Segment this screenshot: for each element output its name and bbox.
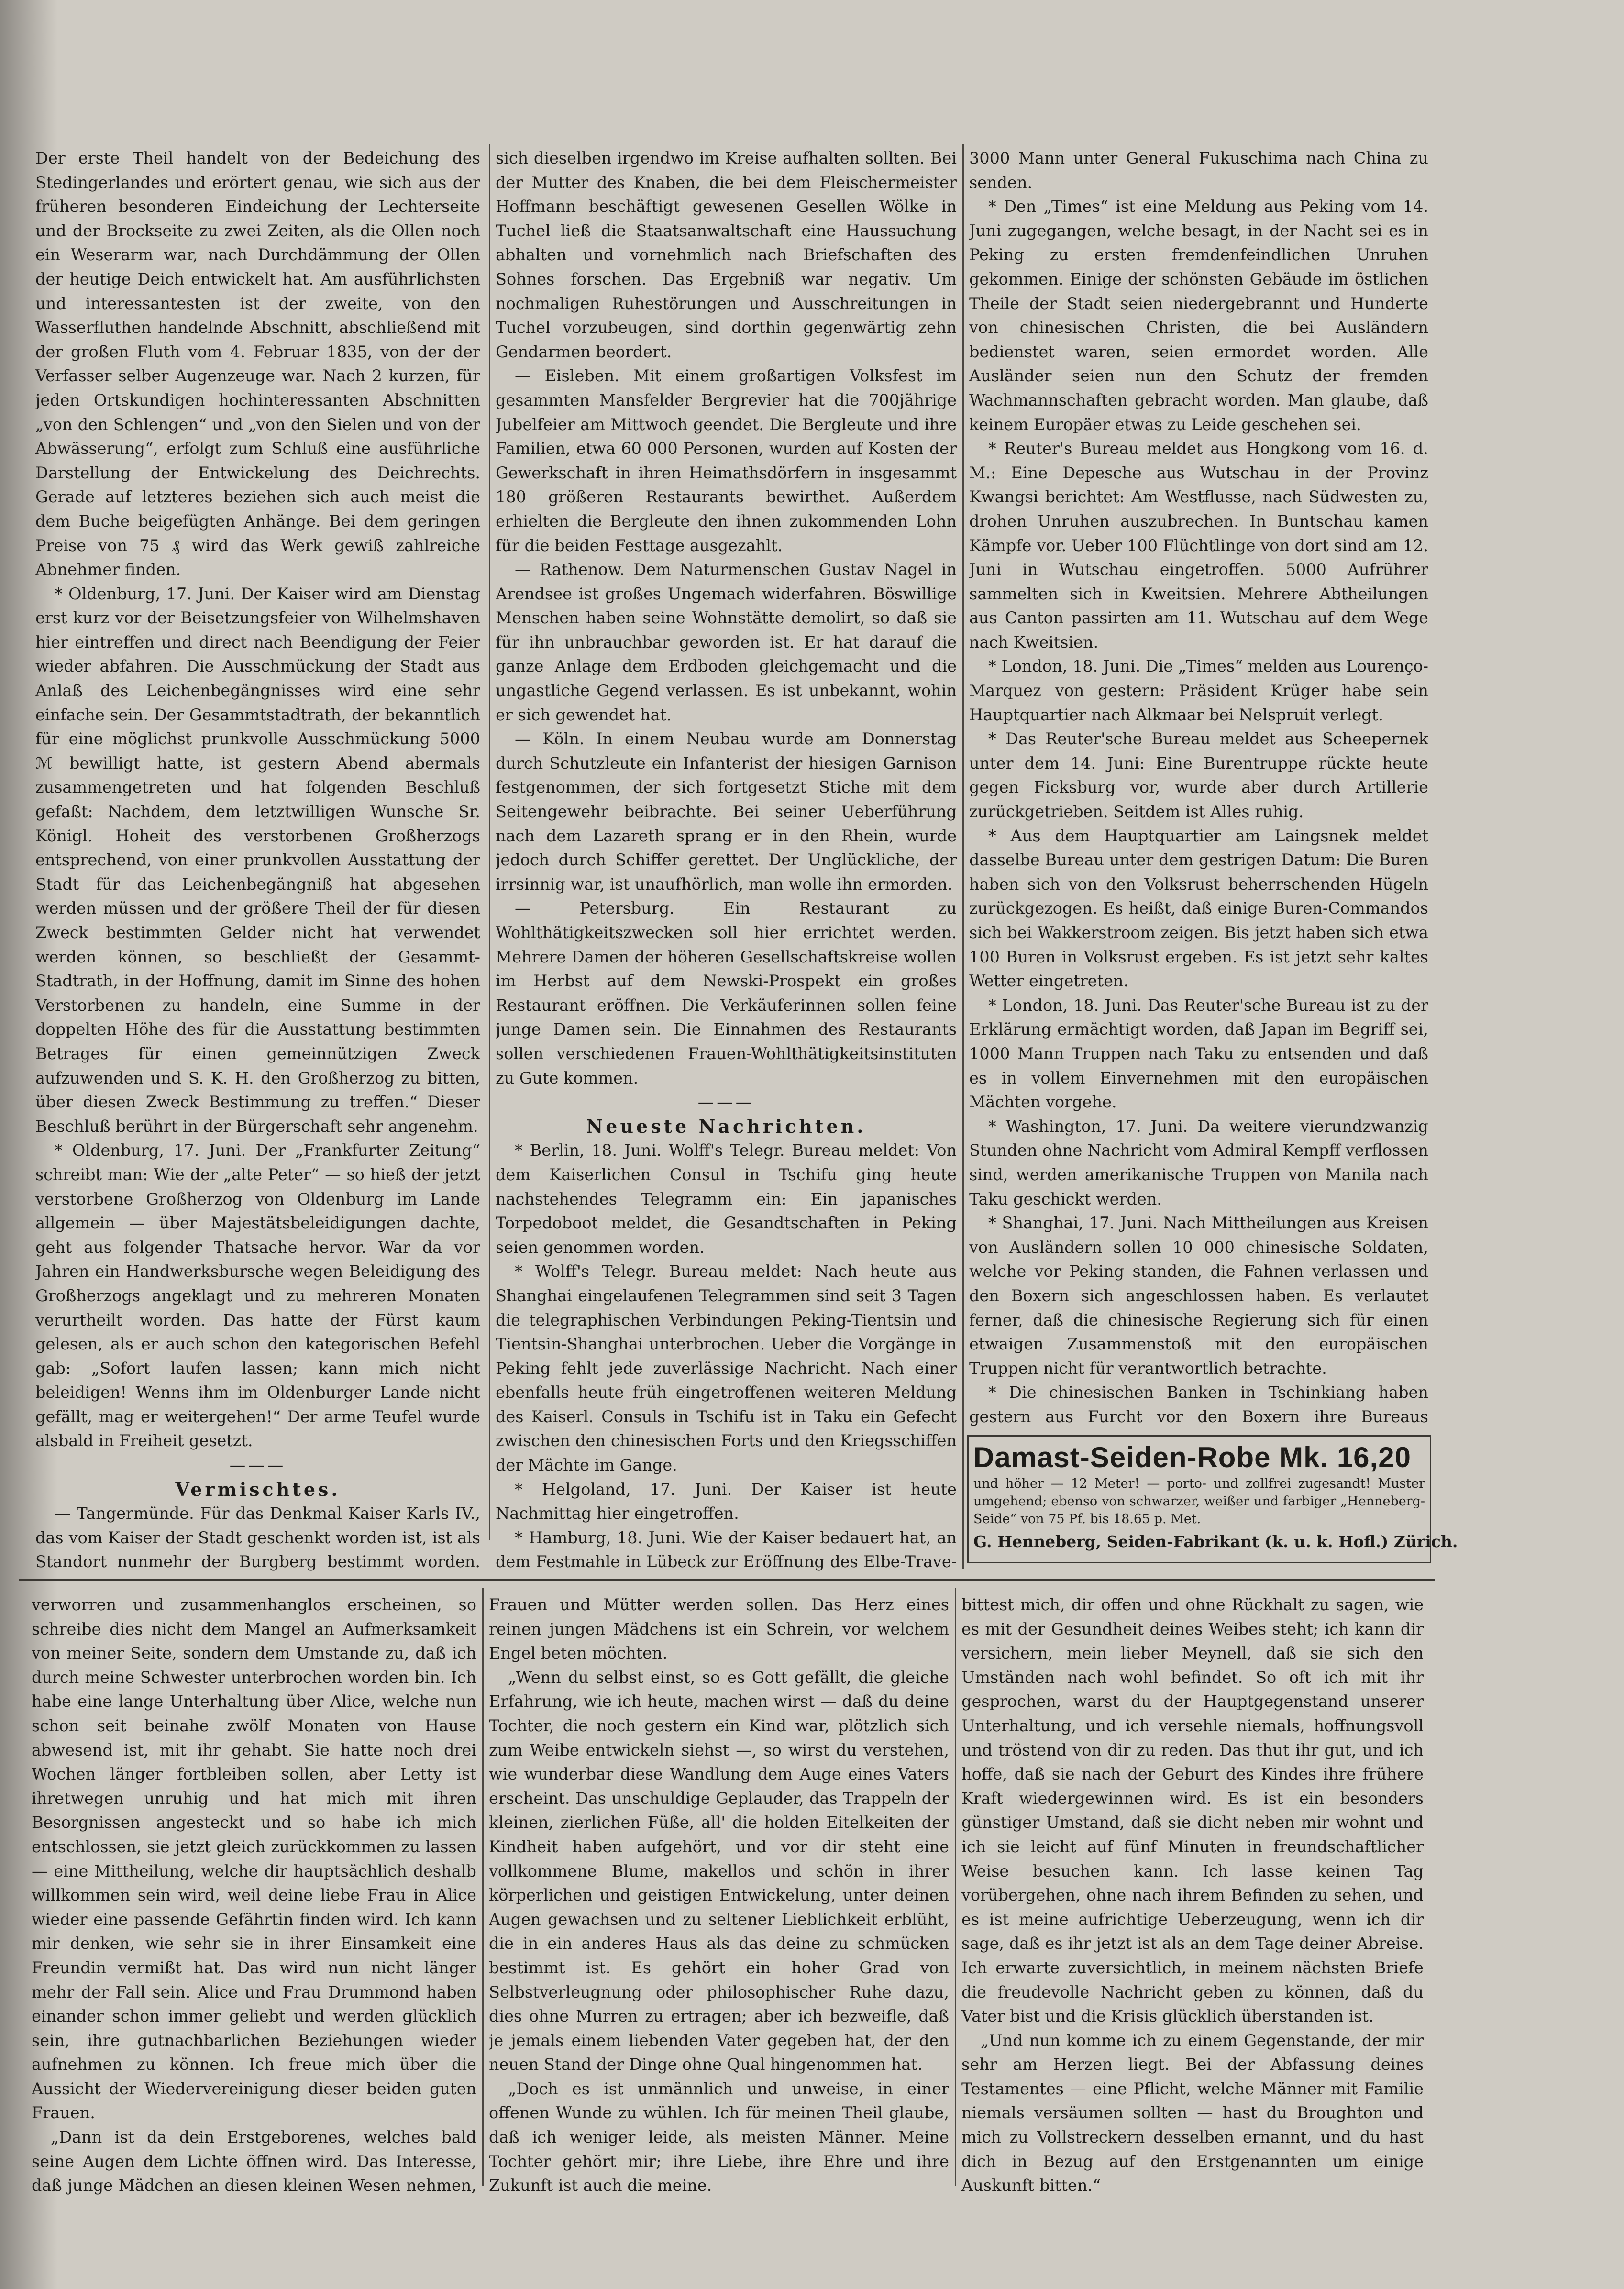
- feuilleton-part-5: „Doch es ist unmännlich und unweise, in einer offenen Wunde zu wühlen. Ich für meinen Theil glaube, daß ich weniger leide, als meisten Männer. Meine Tochter gehört mir; ihre Liebe, ihre Ehre und ihre Zukunft ist auch die meine.: [489, 2079, 949, 2195]
- article-tangermuende: — Tangermünde. Für das Denkmal Kaiser Karls IV., das vom Kaiser der Stadt geschenkt worden ist, ist als Standort nunmehr der Burgberg bestimmt worden.: [35, 1504, 480, 1571]
- upper-column-1: [35, 146, 480, 1577]
- feuilleton-part-4: „Wenn du selbst einst, so es Gott gefällt, die gleiche Erfahrung, wie ich heute, machen wirst — daß du deine Tochter, die noch gestern ein Kind war, plötzlich sich zum Weibe entwickeln siehst —, so wirst du verstehen, wie wunderbar diese Wandlung dem Auge eines Vaters erscheint. Das unschuldige Geplauder, das Trappeln der kleinen, zierlichen Füße, all' die holden Eitelkeiten der Kindheit haben aufgehört, und vor dir steht eine vollkommene Blume, makellos und schön in ihrer körperlichen und geistigen Entwickelung, unter deinen Augen gewachsen und zu seltener Lieblichkeit erblüht, die in ein anderes Haus als das deine zu schmücken bestimmt ist. Es gehört ein hoher Grad von Selbstverleugnung oder philosophischer Ruhe dazu, dies ohne Murren zu ertragen; aber ich bezweifle, daß je jemals einem liebenden Vater gegeben hat, der den neuen Stand der Dinge ohne Qual hingenommen hat.: [489, 1668, 949, 2074]
- feuilleton-part-3: Frauen und Mütter werden sollen. Das Herz eines reinen jungen Mädchens ist ein Schrein, vor welchem Engel beten möchten.: [489, 1595, 949, 1663]
- section-divider: [19, 1579, 1435, 1581]
- article-times-peking: * Den „Times“ ist eine Meldung aus Peking vom 14. Juni zugegangen, welche besagt, in der Nacht sei es in Peking zu ersten fremdenfeindlichen Unruhen gekommen. Einige der schönsten Gebäude im östlichen Theile der Stadt seien niedergebrannt und Hunderte von chinesischen Christen, die bei Ausländern bedienstet waren, seien ermordet worden. Alle Ausländer seien nun den Schutz der fremden Wachmannschaften gebracht worden. Man glaube, daß keinem Europäer etwas zu Leide geschehen sei.: [969, 197, 1428, 434]
- article-reuter-hongkong: * Reuter's Bureau meldet aus Hongkong vom 16. d. M.: Eine Depesche aus Wutschau in der Provinz Kwangsi berichtet: Am Westflusse, nach Südwesten zu, drohen Unruhen auszubrechen. In Buntschau kamen Kämpfe vor. Ueber 100 Flüchtlinge von dort sind am 12. Juni in Wutschau eingetroffen. 5000 Aufrührer sammelten sich in Kweitsien. Mehrere Abtheilungen aus Canton passirten am 11. Wutschau auf dem Wege nach Kweitsien.: [969, 439, 1428, 652]
- lower-column-1: [32, 1593, 476, 2196]
- article-wolff: * Wolff's Telegr. Bureau meldet: Nach heute aus Shanghai eingelaufenen Telegrammen sind seit 3 Tagen die telegraphischen Verbindungen Peking-Tientsin und Tientsin-Shanghai unterbrochen. Ueber die Vorgänge in Peking fehlt jede zuverlässige Nachricht. Nach einer ebenfalls heute früh eingetroffenen weiteren Meldung des Kaiserl. Consuls in Tschifu ist in Taku ein Gefecht zwischen den chinesischen Forts und den Kriegsschiffen der Mächte im Gange.: [496, 1262, 957, 1475]
- column-rule-2: [962, 144, 964, 1569]
- feuilleton-part-8: „Und nun komme ich zu einem Gegenstande, der mir sehr am Herzen liegt. Bei der Abfassung deines Testamentes — eine Pflicht, welche Männer mit Familie niemals versäumen sollten — hast du Broughton und mich zu Vollstreckern desselben ernannt, und du hast dich in Bezug auf den Erstgenannten um einige Auskunft bitten.“: [961, 2031, 1424, 2195]
- article-laingsnek: * Aus dem Hauptquartier am Laingsnek meldet dasselbe Bureau unter dem gestrigen Datum: Die Buren haben sich von den Volksrust beherrschenden Hügeln zurückgezogen. Es heißt, daß einige Buren-Commandos sich bei Wakkerstroom zeigen. Bis jetzt haben sich etwa 100 Buren in Volksrust ergeben. Es ist jetzt sehr kaltes Wetter eingetreten.: [969, 826, 1428, 991]
- article-oldenburg-2: * Oldenburg, 17. Juni. Der „Frankfurter Zeitung“ schreibt man: Wie der „alte Peter“ — so hieß der jetzt verstorbene Großherzog von Oldenburg im Lande allgemein — über Majestätsbeleidigungen dachte, geht aus folgender Thatsache hervor. War da vor Jahren ein Handwerksbursche wegen Beleidigung des Großherzogs angeklagt und zu mehreren Monaten verurtheilt worden. Das hatte der Fürst kaum gelesen, als er auch schon den kategorischen Befehl gab: „Sofort laufen lassen; kann mich nicht beleidigen! Wenns ihm im Oldenburger Lande nicht gefällt, mag er weitergehen!“ Der arme Teufel wurde alsbald in Freiheit gesetzt.: [35, 1141, 480, 1450]
- lower-column-rule-2: [955, 1588, 956, 2186]
- article-koeln: — Köln. In einem Neubau wurde am Donnerstag durch Schutzleute ein Infanterist der hiesigen Garnison festgenommen, der sich fortgesetzt Stiche mit dem Seitengewehr beibrachte. Bei seiner Ueberführung nach dem Lazareth sprang er in den Rhein, wurde jedoch durch Schiffer gerettet. Der Unglückliche, der irrsinnig war, ist unaufhörlich, man wolle ihn ermorden.: [496, 730, 957, 894]
- article-scheepernek: * Das Reuter'sche Bureau meldet aus Scheepernek unter dem 14. Juni: Eine Burentruppe rückte heute gegen Ficksburg vor, wurde aber durch Artillerie zurückgetrieben. Seitdem ist Alles ruhig.: [969, 730, 1428, 821]
- lower-column-2: [489, 1593, 949, 2196]
- ad-title: Damast-Seiden-Robe Mk. 16,20: [973, 1441, 1411, 1473]
- heading-vermischtes: Vermischtes.: [175, 1478, 341, 1500]
- ad-firm: G. Henneberg, Seiden-Fabrikant (k. u. k. Hofl.) Zürich.: [973, 1532, 1458, 1551]
- feuilleton-part-2: „Dann ist da dein Erstgeborenes, welches bald seine Augen dem Lichte öffnen wird. Das Interesse, daß junge Mädchen an diesen kleinen Wesen nehmen,: [32, 2128, 476, 2195]
- section-separator-dash: ———: [229, 1456, 287, 1475]
- article-washington: * Washington, 17. Juni. Da weitere vierundzwanzig Stunden ohne Nachricht vom Admiral Kempff verflossen sind, werden amerikanische Truppen von Manila nach Taku geschickt werden.: [969, 1117, 1428, 1208]
- column-rule-1: [489, 144, 490, 1540]
- lower-column-rule-1: [482, 1588, 484, 2186]
- upper-column-3: [969, 146, 1428, 1428]
- lower-column-3: [961, 1593, 1424, 2196]
- article-japan-troops: 3000 Mann unter General Fukuschima nach China zu senden.: [969, 149, 1428, 192]
- article-tschinkiang: * Die chinesischen Banken in Tschinkiang haben gestern aus Furcht vor den Boxern ihre Bureaus: [969, 1383, 1428, 1426]
- article-london-times: * London, 18. Juni. Die „Times“ melden aus Lourenço-Marquez von gestern: Präsident Krüger habe sein Hauptquartier nach Alkmaar bei Nelspruit verlegt.: [969, 657, 1428, 724]
- upper-column-2: [496, 146, 957, 1577]
- ad-body: und höher — 12 Meter! — porto- und zollfrei zugesandt! Muster umgehend; ebenso von schwarzer, weißer und farbiger „Henneberg-Seide“ von 75 Pf. bis 18.65 p. Met.: [973, 1476, 1425, 1526]
- article-petersburg: — Petersburg. Ein Restaurant zu Wohlthätigkeitszwecken soll hier errichtet werden. Mehrere Damen der höheren Gesellschaftskreise wollen im Herbst auf dem Newski-Prospekt ein großes Restaurant eröffnen. Die Verkäuferinnen sollen feine junge Damen sein. Die Einnahmen des Restaurants sollen verschiedenen Frauen-Wohlthätigkeitsinstituten zu Gute kommen.: [496, 899, 957, 1087]
- article-shanghai: * Shanghai, 17. Juni. Nach Mittheilungen aus Kreisen von Ausländern sollen 10 000 chinesische Soldaten, welche vor Peking standen, die Fahnen verlassen und den Boxern sich angeschlossen haben. Es verlautet ferner, daß die chinesische Regierung sich für einen etwaigen Zusammenstoß mit den europäischen Truppen nicht für verantwortlich betrachte.: [969, 1214, 1428, 1378]
- article-eisleben: — Eisleben. Mit einem großartigen Volksfest im gesammten Mansfelder Bergrevier hat die 700jährige Jubelfeier am Mittwoch geendet. Die Bergleute und ihre Familien, etwa 60 000 Personen, wurden auf Kosten der Gewerkschaft in ihren Heimathsdörfern in insgesammt 180 größeren Restaurants bewirthet. Außerdem erhielten die Bergleute den ihnen zukommenden Lohn für die beiden Festtage ausgezahlt.: [496, 366, 957, 555]
- advertisement-box: [967, 1435, 1458, 1563]
- article-london-reuter: * London, 18. Juni. Das Reuter'sche Bureau ist zu der Erklärung ermächtigt worden, daß Japan im Begriff sei, 1000 Mann Truppen nach Taku zu entsenden und daß es in vollem Einvernehmen mit den europäischen Mächten vorgehe.: [969, 995, 1428, 1112]
- article-hamburg: * Hamburg, 18. Juni. Wie der Kaiser bedauert hat, an dem Festmahle in Lübeck zur Eröffnung des Elbe-Trave-: [496, 1528, 957, 1571]
- section-separator-dash: ———: [697, 1093, 755, 1112]
- feuilleton-part-1: verworren und zusammenhanglos erscheinen, so schreibe dies nicht dem Mangel an Aufmerksamkeit von meiner Seite, sondern dem Umstande zu, daß ich durch meine Schwester unterbrochen worden bin. Ich habe eine lange Unterhaltung über Alice, welche nun schon seit beinahe zwölf Monaten von Hause abwesend ist, mit ihr gehabt. Sie hatte noch drei Wochen länger fortbleiben sollen, aber Letty ist ihretwegen unruhig und hat mich mit ihren Besorgnissen angesteckt und so habe ich mich entschlossen, sie jetzt gleich zurückkommen zu lassen — eine Mittheilung, welche dir hauptsächlich deshalb willkommen sein wird, weil deine liebe Frau in Alice wieder eine passende Gefährtin finden wird. Ich kann mir denken, wie sehr sie in ihrer Einsamkeit eine Freundin vermißt hat. Das wird nun nicht länger mehr der Fall sein. Alice und Frau Drummond haben einander schon immer geliebt und werden glücklich sein, ihre gutnachbarlichen Beziehungen wieder aufnehmen zu können. Ich freue mich über die Aussicht der Wiedervereinigung dieser beiden guten Frauen.: [32, 1595, 476, 2123]
- article-helgoland: * Helgoland, 17. Juni. Der Kaiser ist heute Nachmittag hier eingetroffen.: [496, 1480, 957, 1523]
- article-oldenburg-1: * Oldenburg, 17. Juni. Der Kaiser wird am Dienstag erst kurz vor der Beisetzungsfeier von Wilhelmshaven hier eintreffen und direct nach Beendigung der Feier wieder abfahren. Die Ausschmückung der Stadt aus Anlaß des Leichenbegängnisses wird eine sehr einfache sein. Der Gesammtstadtrath, der bekanntlich für eine möglichst prunkvolle Ausschmückung 5000 ℳ bewilligt hatte, ist gestern Abend abermals zusammengetreten und hat folgenden Beschluß gefaßt: Nachdem, dem letztwilligen Wunsche Sr. Königl. Hoheit des verstorbenen Großherzogs entsprechend, von einer prunkvollen Ausstattung der Stadt für das Leichenbegängniß hat abgesehen werden müssen und der größere Theil der für diesen Zweck bestimmten Gelder nicht hat verwendet werden können, so beschließt der Gesammt-Stadtrath, in der Hoffnung, damit im Sinne des hohen Verstorbenen zu handeln, eine Summe in der doppelten Höhe des für die Ausstattung bestimmten Betrages für einen gemeinnützigen Zweck aufzuwenden und S. K. H. den Großherzog zu bitten, über diesen Zweck Bestimmung zu treffen.“ Dieser Beschluß berührt in der Bürgerschaft sehr angenehm.: [35, 584, 480, 1136]
- feuilleton-part-7: bittest mich, dir offen und ohne Rückhalt zu sagen, wie es mit der Gesundheit deines Weibes steht; ich kann dir versichern, mein lieber Meynell, daß sie sich den Umständen nach wohl befindet. So oft ich mit ihr gesprochen, warst du der Hauptgegenstand unserer Unterhaltung, und ich versehle niemals, hoffnungsvoll und tröstend von dir zu reden. Das thut ihr gut, und ich hoffe, daß sie nach der Geburt des Kindes ihre frühere Kraft wiedergewinnen wird. Es ist ein besonders günstiger Umstand, daß sie dicht neben mir wohnt und ich sie leicht auf fünf Minuten in freundschaftlicher Weise besuchen kann. Ich lasse keinen Tag vorübergehen, ohne nach ihrem Befinden zu sehen, und es ist meine aufrichtige Ueberzeugung, wenn ich dir sage, daß es ihr jetzt ist als an dem Tage deiner Abreise. Ich erwarte zuversichtlich, in meinem nächsten Briefe die freudevolle Nachricht geben zu können, daß du Vater bist und die Krisis glücklich überstanden ist.: [961, 1595, 1424, 2026]
- heading-neueste-nachrichten: Neueste Nachrichten.: [586, 1115, 866, 1137]
- article-rathenow: — Rathenow. Dem Naturmenschen Gustav Nagel in Arendsee ist großes Ungemach widerfahren. Böswillige Menschen haben seine Wohnstätte demolirt, so daß sie für ihn unbrauchbar geworden ist. Er hat darauf die ganze Anlage dem Erdboden gleichgemacht und die ungastliche Gegend verlassen. Es ist unbekannt, wohin er sich gewendet hat.: [496, 560, 957, 724]
- article-deichbuch: Der erste Theil handelt von der Bedeichung des Stedingerlandes und erörtert genau, wie sich aus der früheren besonderen Eindeichung der Lechterseite und der Brockseite zu zwei Zeiten, als die Ollen noch ein Weserarm war, nach Durchdämmung der Ollen der heutige Deich entwickelt hat. Am ausführlichsten und interessantesten ist der zweite, von den Wasserfluthen handelnde Abschnitt, abschließend mit der großen Fluth vom 4. Februar 1835, von der der Verfasser selber Augenzeuge war. Nach 2 kurzen, für jeden Ortskundigen hochinteressanten Abschnitten „von den Schlengen“ und „von den Sielen und von der Abwässerung“, erfolgt zum Schluß eine ausführliche Darstellung der Entwickelung des Deichrechts. Gerade auf letzteres beziehen sich auch meist die dem Buche beigefügten Anhänge. Bei dem geringen Preise von 75 ₰ wird das Werk gewiß zahlreiche Abnehmer finden.: [35, 149, 480, 579]
- article-berlin: * Berlin, 18. Juni. Wolff's Telegr. Bureau meldet: Von dem Kaiserlichen Consul in Tschifu ging heute nachstehendes Telegramm ein: Ein japanisches Torpedoboot meldet, die Gesandtschaften in Peking seien genommen worden.: [496, 1141, 957, 1257]
- article-konitz-cont: sich dieselben irgendwo im Kreise aufhalten sollten. Bei der Mutter des Knaben, die bei dem Fleischermeister Hoffmann beschäftigt gewesenen Gesellen Wölke in Tuchel ließ die Staatsanwaltschaft eine Haussuchung abhalten und vornehmlich nach Briefschaften des Sohnes forschen. Das Ergebniß war negativ. Um nochmaligen Ruhestörungen und Ausschreitungen in Tuchel vorzubeugen, sind dorthin gegenwärtig zehn Gendarmen beordert.: [496, 149, 957, 361]
